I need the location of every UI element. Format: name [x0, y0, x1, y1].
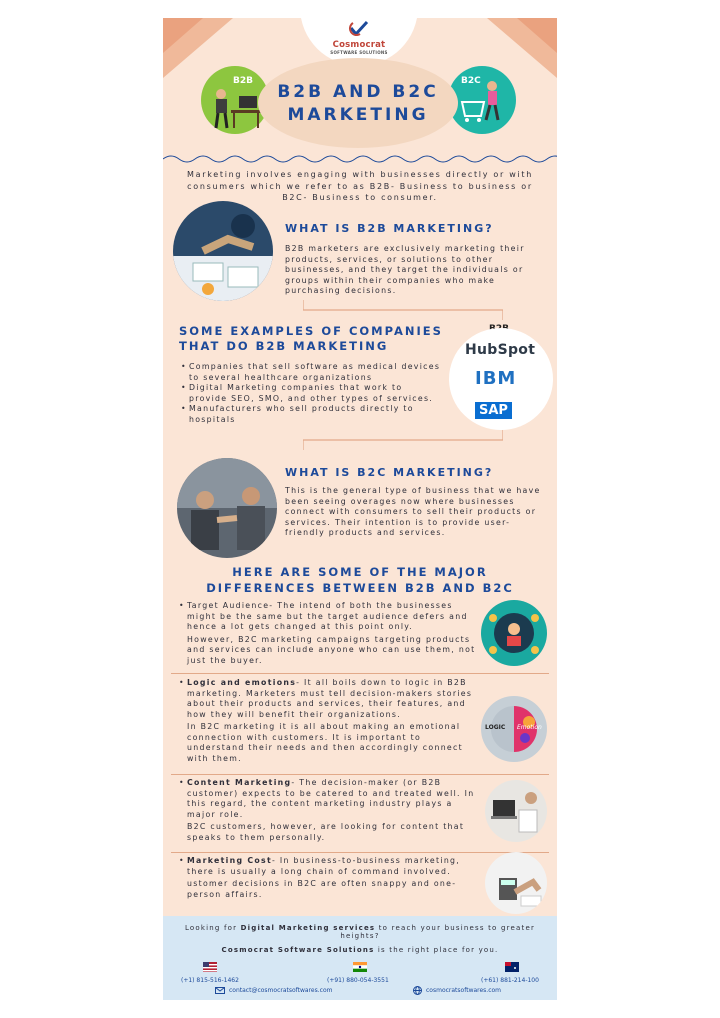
b2b-text: B2B marketers are exclusively marketing their products, services, or solutions to other businesses, and they target the individuals or groups within their companies who make purchasing decisions.	[285, 244, 525, 295]
b2c-text: This is the general type of business that we have been seeing overages now where businesses connect with consumers to sell their products or services. Their intention is to provide user-friendly products and services.	[285, 486, 541, 537]
content-marketing-text	[179, 778, 479, 820]
logo-tagline: SOFTWARE SOLUTIONS	[330, 50, 388, 55]
b2b-photo	[173, 201, 273, 301]
content-marketing-image	[485, 780, 547, 842]
logic-emotion-image	[481, 696, 547, 762]
differences-heading-line-1: HERE ARE SOME OF THE MAJOR	[232, 565, 488, 579]
title-line-2: MARKETING	[287, 105, 429, 125]
calculator-icon	[485, 852, 547, 914]
hubspot-logo: HubSpot	[465, 342, 536, 358]
footer	[163, 916, 557, 1000]
footer-line-1-pre: Looking for	[184, 924, 241, 932]
target-audience-main: Target Audience- The intend of both the businesses might be the same but the target audience defers and hence a lot gets changed at this point only.	[187, 601, 468, 631]
examples-heading-line-1: SOME EXAMPLES OF COMPANIES	[179, 324, 443, 338]
india-flag-icon	[353, 962, 367, 972]
logic-emotions-main: - It all boils down to logic in B2B marketing. Marketers must tell decision-makers stories about their products and services, their features, and how they will benefit their organizations.	[187, 678, 473, 719]
target-audience-image	[481, 600, 547, 666]
examples-heading-line-2: THAT DO B2B MARKETING	[179, 339, 389, 353]
list-item: • Manufacturers who sell products directly to hospitals	[181, 404, 443, 425]
logic-emotions-text	[179, 678, 479, 720]
section-divider	[171, 774, 549, 775]
laptop-icon	[485, 780, 547, 842]
footer-highlight-services: Digital Marketing services	[240, 924, 376, 932]
title-line-1: B2B AND B2C	[277, 82, 439, 102]
b2c-photo	[177, 458, 277, 558]
sap-logo: SAP	[475, 402, 512, 419]
phone-australia[interactable]: (+61) 881-214-100	[481, 977, 539, 984]
phone-us[interactable]: (+1) 815-516-1462	[181, 977, 239, 984]
email-link[interactable]: contact@cosmocratsoftwares.com	[229, 987, 333, 994]
examples-list	[181, 362, 443, 425]
connector-line-1	[303, 300, 503, 320]
logic-emotions-block	[179, 678, 479, 764]
cosmocrat-logo-icon	[348, 20, 370, 36]
footer-line-2	[173, 946, 547, 954]
bullet: •	[179, 601, 185, 610]
target-audience-text	[179, 601, 479, 633]
b2c-tag: B2C	[461, 76, 481, 86]
logic-label: LOGIC	[485, 724, 506, 731]
handshake-image-icon	[177, 458, 277, 558]
content-marketing-block	[179, 778, 479, 843]
marketing-cost-image	[485, 852, 547, 914]
website-link[interactable]: cosmocratsoftwares.com	[426, 987, 502, 994]
ibm-logo: IBM	[475, 368, 517, 389]
shopping-cart-icon	[448, 66, 516, 134]
target-audience-block	[179, 601, 479, 666]
emotion-label: Emotion	[517, 724, 542, 731]
section-divider	[171, 673, 549, 674]
bullet: •	[179, 856, 185, 865]
footer-line-1-post: to reach your business to greater heights?	[340, 924, 536, 940]
b2c-illustration	[448, 66, 516, 134]
b2c-heading: WHAT IS B2C MARKETING?	[285, 466, 494, 479]
brand-logos	[449, 328, 553, 430]
b2b-heading: WHAT IS B2B MARKETING?	[285, 222, 494, 235]
footer-line-1	[173, 924, 547, 940]
content-marketing-label: Content Marketing	[187, 778, 292, 787]
marketing-cost-label: Marketing Cost	[187, 856, 273, 865]
list-item: • Companies that sell software as medical devices to several healthcare organizations	[181, 362, 443, 383]
us-flag-icon	[203, 962, 217, 972]
differences-heading-line-2: DIFFERENCES BETWEEN B2B AND B2C	[206, 581, 514, 595]
footer-company-name: Cosmocrat Software Solutions	[221, 946, 375, 954]
logic-emotions-label: Logic and emotions	[187, 678, 297, 687]
phone-india[interactable]: (+91) 880-054-3551	[327, 977, 389, 984]
page-title	[258, 81, 458, 127]
globe-icon	[413, 986, 422, 995]
target-audience-extra: However, B2C marketing campaigns targeting products and services can include anyone who can use them, not just the buyer.	[187, 634, 476, 665]
business-meeting-image-icon	[173, 201, 273, 301]
content-marketing-main: - The decision-maker (or B2B customer) expects to be catered to and treated well. In this regard, the content marketing industry plays a major role.	[187, 778, 475, 819]
email-icon	[215, 987, 225, 994]
marketing-cost-text	[179, 856, 479, 877]
section-divider	[171, 852, 549, 853]
wave-divider	[163, 153, 557, 165]
marketing-cost-block	[179, 856, 479, 900]
b2b-tag: B2B	[233, 76, 253, 86]
marketing-cost-main: - In business-to-business marketing, there is usually a long chain of command involved.	[187, 856, 461, 876]
intro-text: Marketing involves engaging with businesses directly or with consumers which we refer to as B2B- Business to business or B2C- Business to consumer.	[187, 170, 533, 202]
footer-line-2-post: is the right place for you.	[374, 946, 499, 954]
infographic-poster	[163, 18, 557, 1000]
logo-name: Cosmocrat	[332, 40, 386, 50]
bullet: •	[179, 778, 185, 787]
logic-emotions-extra: In B2C marketing it is all about making an emotional connection with customers. It is important to understand their needs and then accordingly connect with them.	[187, 722, 463, 763]
connector-line-2	[303, 430, 503, 450]
target-audience-icon	[481, 600, 547, 666]
list-item: • Digital Marketing companies that work to provide SEO, SMO, and other types of services.	[181, 383, 443, 404]
examples-heading	[179, 324, 443, 354]
bullet: •	[179, 678, 185, 687]
differences-heading	[173, 564, 547, 596]
marketing-cost-extra: ustomer decisions in B2C are often snappy and one-person affairs.	[187, 879, 457, 899]
content-marketing-extra: B2C customers, however, are looking for content that speaks to them personally.	[187, 822, 465, 842]
australia-flag-icon	[505, 962, 519, 972]
